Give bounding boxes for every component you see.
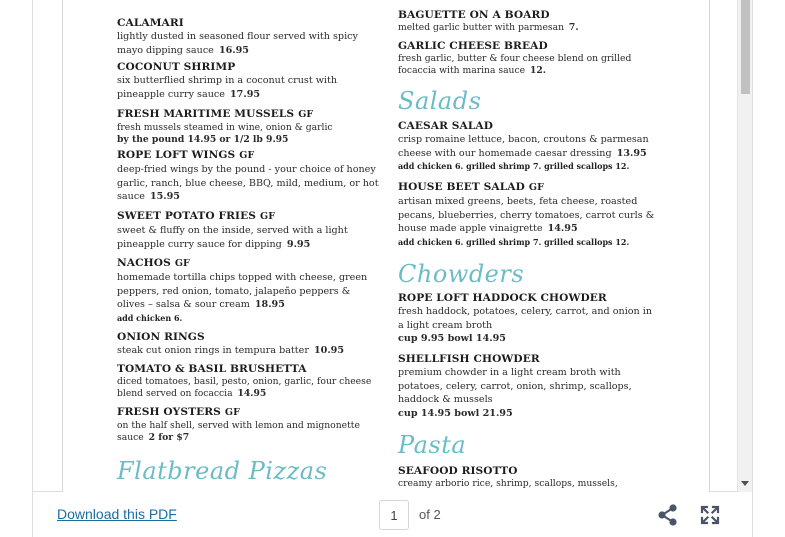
menu-item xyxy=(117,16,379,57)
gf-tag: GF xyxy=(528,182,544,193)
item-desc: steak cut onion rings in tempura batter xyxy=(117,345,309,356)
item-desc: sweet & fluffy on the inside, served with a light pineapple curry sauce for dipping xyxy=(117,225,348,250)
item-desc: homemade tortilla chips topped with cheese, green peppers, red onion, tomato, jalapeño peppers & olives – salsa & sour cream xyxy=(117,272,368,311)
item-desc: artisan mixed greens, beets, feta cheese, roasted pecans, blueberries, cherry tomatoes, carrot curls & house made apple vinaigrette xyxy=(398,196,655,235)
download-pdf-link[interactable]: Download this PDF xyxy=(57,506,177,522)
pdf-viewer xyxy=(32,0,753,537)
item-name: SEAFOOD RISOTTO xyxy=(398,465,518,477)
item-price: 9.95 xyxy=(286,238,311,250)
gf-tag: GF xyxy=(224,407,240,418)
section-heading-starters xyxy=(117,0,221,2)
item-desc: six butterflied shrimp in a coconut crust with pineapple curry sauce xyxy=(117,75,338,100)
item-desc: crisp romaine lettuce, bacon, croutons & parmesan cheese with our homemade caesar dressing xyxy=(398,134,649,159)
item-price-line: by the pound 14.95 or 1/2 lb 9.95 xyxy=(117,134,289,145)
item-price: 17.95 xyxy=(230,88,261,100)
item-name: SWEET POTATO FRIES xyxy=(117,210,257,222)
menu-item xyxy=(398,119,660,172)
pdf-viewport[interactable] xyxy=(33,0,752,492)
menu-item xyxy=(117,362,379,400)
item-addon: add chicken 6. grilled shrimp 7. grilled scallops 12. xyxy=(398,161,630,172)
page-total-label: of 2 xyxy=(419,507,441,522)
page-number-input[interactable] xyxy=(379,500,409,530)
menu-item xyxy=(117,148,379,204)
item-addon: add chicken 6. xyxy=(117,312,183,323)
item-price: 18.95 xyxy=(254,299,285,311)
item-desc: deep-fried wings by the pound - your choice of honey garlic, ranch, blue cheese, BBQ, mild, medium, or hot sauce xyxy=(117,164,379,203)
item-price: 14.95 xyxy=(237,388,267,399)
item-name: CAESAR SALAD xyxy=(398,120,494,132)
menu-item xyxy=(398,352,660,420)
fullscreen-button[interactable] xyxy=(697,502,723,528)
menu-item xyxy=(398,180,660,248)
item-name: FRESH OYSTERS xyxy=(117,406,221,418)
item-desc: fresh garlic, butter & four cheese blend on grilled focaccia with marina sauce xyxy=(398,53,632,76)
section-heading-flatbread: Flatbread Pizzas xyxy=(117,457,328,485)
item-desc: premium chowder in a light cream broth with potatoes, celery, carrot, onion, shrimp, scallops, haddock & mussels xyxy=(398,367,632,406)
item-price: 15.95 xyxy=(149,191,180,203)
item-desc: on the half shell, served with lemon and mignonette sauce xyxy=(117,420,360,443)
item-desc: melted garlic butter with parmesan xyxy=(398,22,564,33)
item-name: ONION RINGS xyxy=(117,331,205,343)
menu-item xyxy=(117,330,379,358)
vertical-scrollbar[interactable] xyxy=(737,0,752,492)
scroll-down-arrow-icon[interactable] xyxy=(741,481,749,486)
item-price-line: cup 14.95 bowl 21.95 xyxy=(398,407,513,419)
menu-item xyxy=(117,209,379,251)
expand-icon xyxy=(697,502,723,528)
section-heading-pasta: Pasta xyxy=(398,431,467,459)
item-price: 13.95 xyxy=(616,147,647,159)
item-price: 7. xyxy=(568,22,579,33)
section-heading-salads: Salads xyxy=(398,87,482,115)
item-name: HOUSE BEET SALAD xyxy=(398,181,525,193)
item-name: COCONUT SHRIMP xyxy=(117,61,236,73)
item-name: ROPE LOFT WINGS xyxy=(117,149,236,161)
section-heading-chowders: Chowders xyxy=(398,260,525,288)
share-button[interactable] xyxy=(655,502,681,528)
item-price: 12. xyxy=(529,65,546,76)
menu-item xyxy=(398,291,660,346)
gf-tag: GF xyxy=(260,211,276,222)
item-name: CALAMARI xyxy=(117,17,184,29)
item-addon: add chicken 6. grilled shrimp 7. grilled scallops 12. xyxy=(398,236,630,247)
item-price: 10.95 xyxy=(313,345,345,356)
gf-tag: GF xyxy=(298,109,314,120)
item-price: 2 for $7 xyxy=(148,432,190,443)
item-name: GARLIC CHEESE BREAD xyxy=(398,40,548,52)
menu-item xyxy=(117,107,379,146)
item-desc: lightly dusted in seasoned flour served with spicy mayo dipping sauce xyxy=(117,31,358,56)
item-name: NACHOS xyxy=(117,257,171,269)
menu-item xyxy=(398,464,660,490)
item-desc: fresh haddock, potatoes, celery, carrot, and onion in a light cream broth xyxy=(398,306,653,331)
item-name: TOMATO & BASIL BRUSHETTA xyxy=(117,363,307,375)
item-desc: diced tomatoes, basil, pesto, onion, garlic, four cheese blend served on focaccia xyxy=(117,376,372,399)
item-name: FRESH MARITIME MUSSELS xyxy=(117,108,295,120)
item-name: ROPE LOFT HADDOCK CHOWDER xyxy=(398,292,607,304)
item-price: 14.95 xyxy=(547,223,578,235)
item-price-line: cup 9.95 bowl 14.95 xyxy=(398,333,506,345)
item-name: SHELLFISH CHOWDER xyxy=(398,353,540,365)
scrollbar-thumb[interactable] xyxy=(741,0,750,94)
pdf-page xyxy=(62,0,710,506)
pdf-toolbar xyxy=(33,492,752,537)
menu-item xyxy=(117,60,379,101)
gf-tag: GF xyxy=(239,150,255,161)
item-desc: fresh mussels steamed in wine, onion & garlic xyxy=(117,122,333,133)
menu-item xyxy=(117,256,379,324)
menu-item xyxy=(117,405,379,444)
item-name: BAGUETTE ON A BOARD xyxy=(398,9,550,21)
item-desc: creamy arborio rice, shrimp, scallops, mussels, xyxy=(398,478,618,489)
share-icon xyxy=(655,502,681,528)
menu-item xyxy=(398,8,660,34)
item-price: 16.95 xyxy=(218,44,249,56)
gf-tag: GF xyxy=(174,258,190,269)
menu-item xyxy=(398,39,660,77)
